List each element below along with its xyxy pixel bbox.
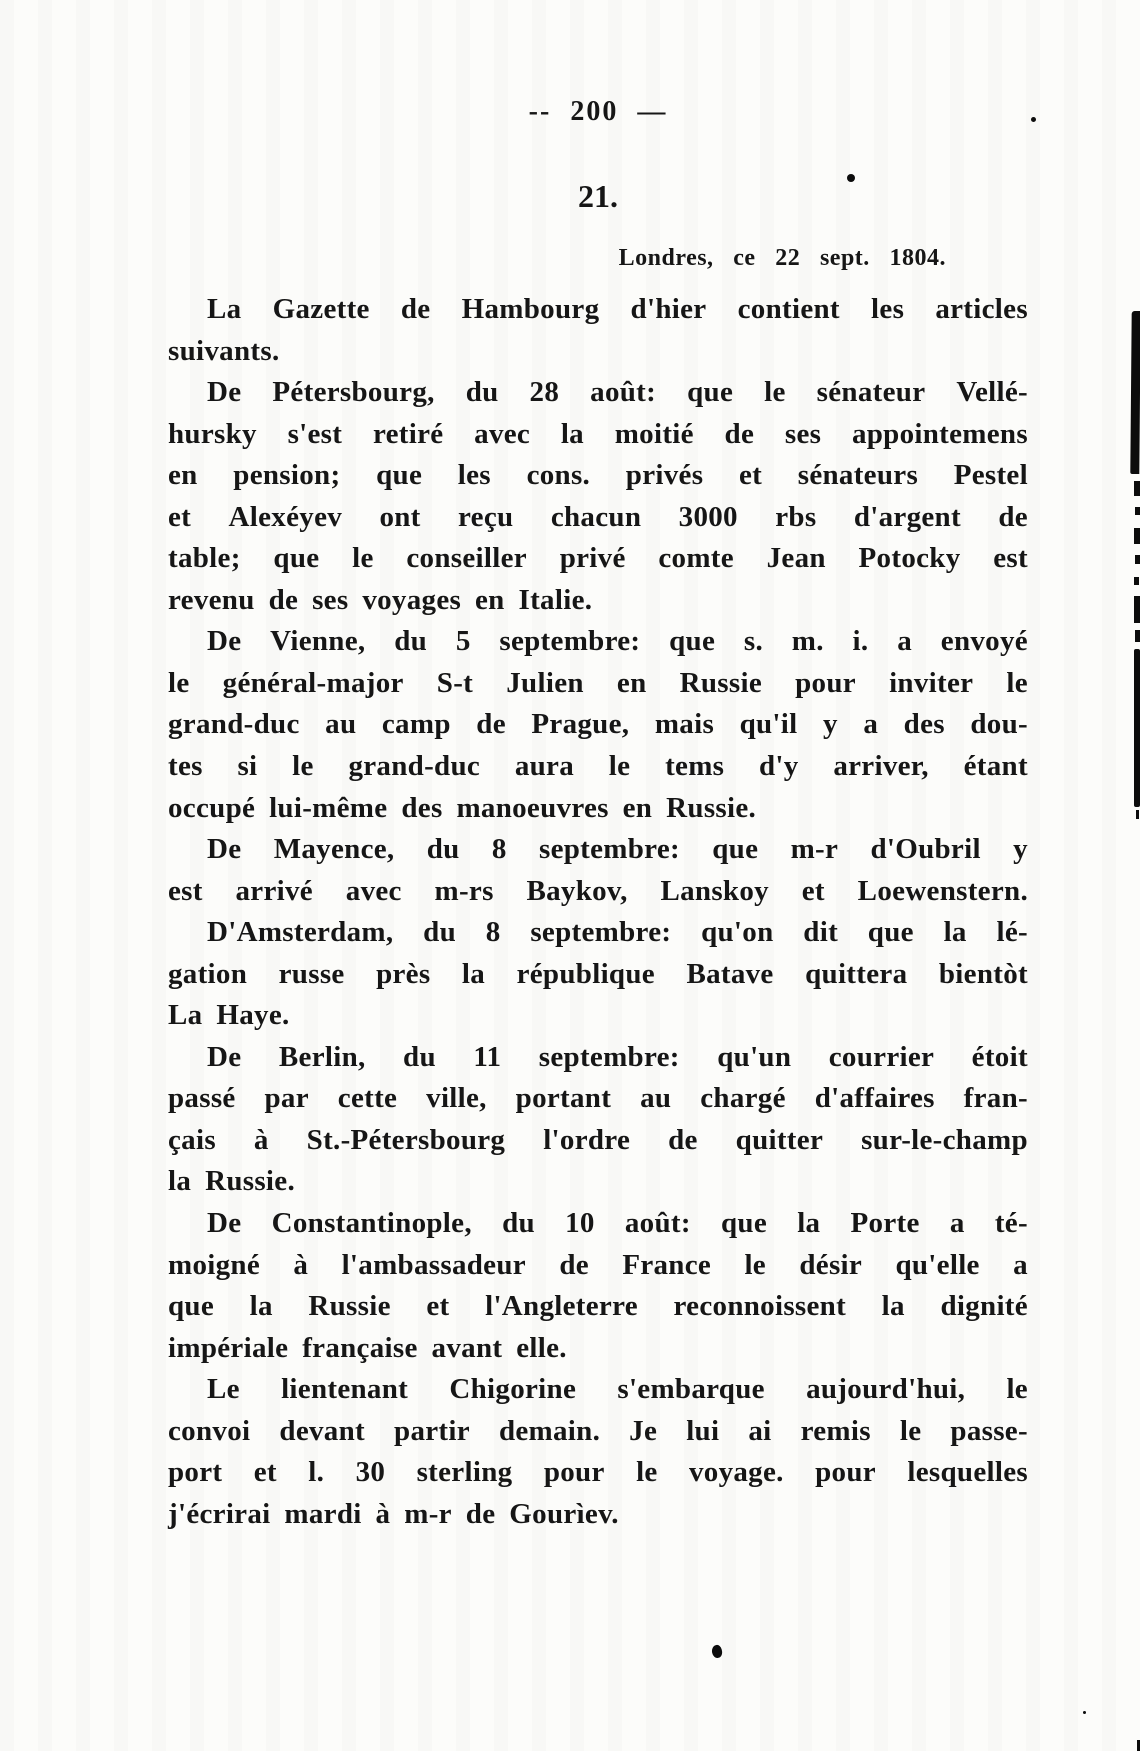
word: retiré — [372, 417, 444, 450]
word: lui-même — [269, 791, 388, 824]
word: d'hier — [630, 293, 707, 325]
word: passé — [168, 1082, 236, 1115]
word: demain. — [498, 1414, 601, 1447]
word: devant — [279, 1414, 365, 1447]
word: sénateur — [816, 376, 926, 409]
word: la — [249, 1290, 273, 1323]
word: Vienne, — [270, 625, 366, 658]
word: république — [516, 957, 655, 990]
word: inviter — [889, 666, 974, 699]
text-line — [168, 1290, 1028, 1332]
word: m. — [791, 625, 824, 658]
word: qu'un — [717, 1040, 792, 1073]
word: est — [993, 542, 1028, 575]
word: à — [375, 1497, 391, 1530]
word: de — [998, 500, 1028, 533]
word: le — [764, 376, 786, 409]
text-line — [168, 1456, 1028, 1498]
word: y — [823, 708, 838, 741]
text-line — [168, 1165, 1028, 1207]
word: en — [616, 666, 647, 699]
word: 11 — [473, 1040, 502, 1073]
word: chacun — [550, 500, 642, 533]
text-line — [168, 750, 1028, 792]
word: lesquelles — [907, 1456, 1028, 1489]
word: la — [168, 1165, 192, 1198]
word: voyage. — [688, 1456, 784, 1489]
text-line — [168, 708, 1028, 750]
word: St.-Pétersbourg — [306, 1123, 506, 1156]
word: Je — [629, 1414, 658, 1447]
word: Constantinople, — [271, 1207, 472, 1240]
scan-artifact-dash — [1134, 528, 1140, 544]
word: articles — [935, 293, 1028, 325]
word: et — [253, 1456, 277, 1489]
word: quittera — [805, 957, 908, 990]
word: de — [668, 1123, 698, 1156]
word: La — [168, 999, 203, 1032]
word: ses — [784, 417, 822, 450]
word: Chigorine — [449, 1373, 577, 1406]
word: Loewenstern. — [857, 874, 1028, 907]
word: pension; — [233, 459, 341, 492]
word: en — [622, 791, 653, 824]
word: l'ordre — [543, 1123, 631, 1156]
word: lientenant — [281, 1373, 409, 1406]
scan-artifact-bar-tail — [1136, 810, 1139, 819]
word: la — [797, 1207, 821, 1240]
word: 8 — [491, 833, 507, 866]
word: avec — [345, 874, 402, 907]
word: septembre: — [499, 625, 641, 658]
word: des — [903, 708, 945, 741]
word: port — [168, 1456, 223, 1489]
word: française — [302, 1331, 418, 1364]
word: De — [207, 1207, 242, 1240]
ink-speck — [1083, 1711, 1086, 1714]
word: Baykov, — [526, 874, 628, 907]
word: le — [1006, 1373, 1028, 1406]
word: camp — [381, 708, 451, 741]
word: lé- — [996, 916, 1028, 949]
word: que — [687, 376, 734, 409]
word: mais — [654, 708, 715, 741]
word: ai — [748, 1414, 772, 1447]
word: grand-duc — [168, 708, 300, 741]
word: Russie. — [205, 1165, 295, 1198]
word: table; — [168, 542, 241, 575]
word: Vellé- — [956, 376, 1028, 409]
word: du — [423, 916, 457, 949]
page-body — [168, 293, 1028, 1539]
word: j'écrirai — [168, 1497, 271, 1530]
word: d'y — [758, 750, 799, 783]
word: étoit — [971, 1040, 1028, 1073]
word: quitter — [735, 1123, 824, 1156]
word: que — [712, 833, 759, 866]
word: m-r — [404, 1497, 452, 1530]
text-line — [168, 667, 1028, 709]
word: Berlin, — [278, 1040, 366, 1073]
scan-artifact-dash — [1134, 481, 1140, 496]
text-line — [168, 459, 1028, 501]
word: suivants. — [168, 334, 280, 367]
word: septembre: — [538, 833, 680, 866]
word: S-t — [436, 666, 474, 699]
text-line — [168, 916, 1028, 958]
word: Batave — [686, 957, 774, 990]
ink-speck — [847, 174, 855, 182]
text-line — [168, 792, 1028, 834]
word: arrivé — [235, 874, 313, 907]
word: moitié — [614, 417, 694, 450]
word: du — [403, 1040, 436, 1073]
text-line — [168, 1124, 1028, 1166]
word: convoi — [168, 1414, 251, 1447]
word: d'affaires — [814, 1082, 935, 1115]
word: qu'il — [739, 708, 798, 741]
word: appointemens — [851, 417, 1028, 450]
word: pour — [543, 1456, 605, 1489]
word: impériale — [168, 1331, 289, 1364]
word: France — [622, 1248, 712, 1281]
word: le — [744, 1248, 766, 1281]
word: général-major — [222, 666, 404, 699]
word: 28 — [529, 376, 560, 409]
word: à — [253, 1123, 269, 1156]
word: Julien — [506, 666, 584, 699]
word: qu'elle — [895, 1248, 980, 1281]
word: rbs — [775, 500, 817, 533]
text-line — [168, 875, 1028, 917]
word: août: — [590, 376, 657, 409]
dateline: Londres, ce 22 sept. 1804. — [618, 245, 946, 271]
word: 30 — [355, 1456, 386, 1489]
scan-artifact-dash — [1135, 630, 1140, 642]
word: occupé — [168, 791, 256, 824]
word: sénateurs — [797, 459, 919, 492]
word: té- — [994, 1207, 1028, 1240]
word: privés — [625, 459, 704, 492]
word: fran- — [963, 1082, 1028, 1115]
word: qu'on — [701, 916, 774, 949]
word: reçu — [458, 500, 514, 533]
word: s'est — [287, 417, 343, 450]
word: le — [636, 1456, 658, 1489]
word: du — [394, 625, 428, 658]
text-line — [168, 625, 1028, 667]
word: pour — [815, 1456, 876, 1489]
word: envoyé — [940, 625, 1028, 658]
word: 8 — [485, 916, 501, 949]
word: avant — [431, 1331, 503, 1364]
word: Russie — [679, 666, 762, 699]
scan-artifact-dash — [1134, 577, 1139, 585]
word: tems — [665, 750, 725, 783]
word: l'Angleterre — [485, 1290, 638, 1323]
word: De — [207, 833, 242, 866]
word: de — [559, 1248, 589, 1281]
scan-artifact-bar-bottom — [1134, 649, 1140, 807]
word: Russie — [308, 1290, 391, 1323]
scan-artifact-dash — [1135, 555, 1140, 564]
word: Gazette — [272, 293, 370, 325]
word: les — [871, 293, 905, 325]
word: la — [943, 916, 967, 949]
word: désir — [799, 1248, 863, 1281]
word: que — [721, 1207, 768, 1240]
text-line — [168, 1207, 1028, 1249]
word: 5 — [455, 625, 471, 658]
text-line — [168, 958, 1028, 1000]
word: dignité — [940, 1290, 1028, 1323]
word: l. — [308, 1456, 325, 1489]
word: aujourd'hui, — [806, 1373, 966, 1406]
text-line — [168, 501, 1028, 543]
word: Porte — [850, 1207, 920, 1240]
text-line — [168, 335, 1028, 377]
section-number: 21. — [578, 178, 618, 214]
word: avec — [474, 417, 531, 450]
word: çais — [168, 1123, 216, 1156]
word: 3000 — [678, 500, 738, 533]
word: la — [461, 957, 486, 990]
text-line — [168, 833, 1028, 875]
word: privé — [559, 542, 626, 575]
word: Prague, — [531, 708, 630, 741]
word: à — [293, 1248, 309, 1281]
word: du — [465, 376, 499, 409]
word: dit — [803, 916, 839, 949]
word: russe — [278, 957, 345, 990]
word: Lanskoy — [660, 874, 769, 907]
word: hursky — [168, 417, 257, 450]
word: revenu — [168, 583, 255, 616]
word: août: — [624, 1207, 691, 1240]
word: et — [738, 459, 763, 492]
text-line — [168, 376, 1028, 418]
word: grand-duc — [348, 750, 481, 783]
text-line — [168, 418, 1028, 460]
word: Le — [207, 1373, 240, 1406]
word: et — [426, 1290, 450, 1323]
word: manoeuvres — [456, 791, 609, 824]
word: que — [168, 1290, 215, 1323]
word: Italie. — [518, 583, 593, 616]
word: Mayence, — [273, 833, 395, 866]
word: reconnoissent — [673, 1290, 847, 1323]
word: tes — [168, 750, 203, 783]
word: septembre: — [538, 1040, 680, 1073]
word: est — [168, 874, 203, 907]
ink-speck — [1031, 117, 1036, 122]
word: des — [401, 791, 443, 824]
word: l'ambassadeur — [341, 1248, 526, 1281]
word: contient — [737, 293, 840, 325]
word: 10 — [565, 1207, 595, 1240]
word: gation — [168, 957, 248, 990]
word: au — [325, 708, 357, 741]
word: partir — [394, 1414, 470, 1447]
word: dou- — [970, 708, 1028, 741]
word: Jean — [766, 542, 826, 575]
word: De — [207, 1040, 242, 1073]
word: de — [268, 583, 299, 616]
word: Alexéyev — [228, 500, 343, 533]
word: de — [465, 1497, 496, 1530]
word: m-r — [790, 833, 839, 866]
word: Pestel — [953, 459, 1028, 492]
word: Potocky — [858, 542, 961, 575]
word: si — [237, 750, 258, 783]
word: sur-le-champ — [861, 1123, 1028, 1156]
word: a — [897, 625, 913, 658]
word: aura — [514, 750, 575, 783]
word: y — [1013, 833, 1028, 866]
word: bientòt — [938, 957, 1028, 990]
word: par — [264, 1082, 309, 1115]
word: conseiller — [406, 542, 527, 575]
text-line — [168, 542, 1028, 584]
word: du — [502, 1207, 535, 1240]
word: sterling — [416, 1456, 513, 1489]
word: voyages — [362, 583, 462, 616]
scan-artifact-dash — [1135, 507, 1140, 515]
word: Gourìev. — [509, 1497, 619, 1530]
word: du — [426, 833, 460, 866]
text-line — [168, 293, 1028, 335]
word: le — [1006, 666, 1028, 699]
word: étant — [963, 750, 1028, 783]
word: ses — [312, 583, 349, 616]
word: et — [801, 874, 825, 907]
word: chargé — [700, 1082, 786, 1115]
word: lui — [686, 1414, 720, 1447]
word: De — [207, 376, 242, 409]
word: Russie. — [666, 791, 757, 824]
word: remis — [800, 1414, 871, 1447]
word: d'Oubril — [870, 833, 981, 866]
word: arriver, — [833, 750, 929, 783]
text-line — [168, 999, 1028, 1041]
word: a — [1013, 1248, 1028, 1281]
word: le — [608, 750, 631, 783]
word: pour — [795, 666, 856, 699]
page-number-header: -- 200 — — [528, 96, 668, 127]
word: le — [352, 542, 374, 575]
word: que — [273, 542, 320, 575]
word: moigné — [168, 1248, 261, 1281]
word: Haye. — [216, 999, 290, 1032]
word: de — [476, 708, 506, 741]
word: Pétersbourg, — [272, 376, 435, 409]
word: portant — [515, 1082, 612, 1115]
word: a — [863, 708, 879, 741]
word: de — [400, 293, 431, 325]
word: courrier — [828, 1040, 935, 1073]
word: que — [669, 625, 716, 658]
word: D'Amsterdam, — [207, 916, 394, 949]
word: mardi — [284, 1497, 362, 1530]
word: en — [168, 459, 198, 492]
word: De — [207, 625, 242, 658]
word: que — [376, 459, 423, 492]
word: le — [292, 750, 314, 783]
word: i. — [852, 625, 869, 658]
word: La — [207, 293, 242, 325]
word: et — [168, 500, 192, 533]
word: a — [949, 1207, 965, 1240]
text-line — [168, 1498, 1028, 1540]
word: en — [475, 583, 505, 616]
word: s'embarque — [617, 1373, 765, 1406]
word: s. — [743, 625, 764, 658]
word: cons. — [526, 459, 591, 492]
word: ville, — [426, 1082, 487, 1115]
text-line — [168, 1415, 1028, 1457]
word: la — [560, 417, 584, 450]
word: Hambourg — [461, 293, 600, 325]
word: les — [457, 459, 491, 492]
word: le — [168, 666, 190, 699]
ink-speck — [711, 1644, 723, 1659]
text-line — [168, 1041, 1028, 1083]
text-line — [168, 1373, 1028, 1415]
word: au — [640, 1082, 672, 1115]
scan-artifact-dash — [1134, 596, 1140, 623]
text-line — [168, 1332, 1028, 1374]
text-line — [168, 1249, 1028, 1291]
word: cette — [337, 1082, 398, 1115]
word: passe- — [950, 1414, 1028, 1447]
scan-artifact-bar-top — [1130, 311, 1140, 474]
word: comte — [658, 542, 734, 575]
word: m-rs — [434, 874, 494, 907]
word: ont — [379, 500, 421, 533]
word: d'argent — [853, 500, 961, 533]
word: elle. — [516, 1331, 567, 1364]
word: septembre: — [530, 916, 672, 949]
word: le — [899, 1414, 922, 1447]
text-line — [168, 584, 1028, 626]
text-line — [168, 1082, 1028, 1124]
word: la — [881, 1290, 905, 1323]
word: que — [867, 916, 914, 949]
word: près — [376, 957, 431, 990]
word: de — [724, 417, 755, 450]
